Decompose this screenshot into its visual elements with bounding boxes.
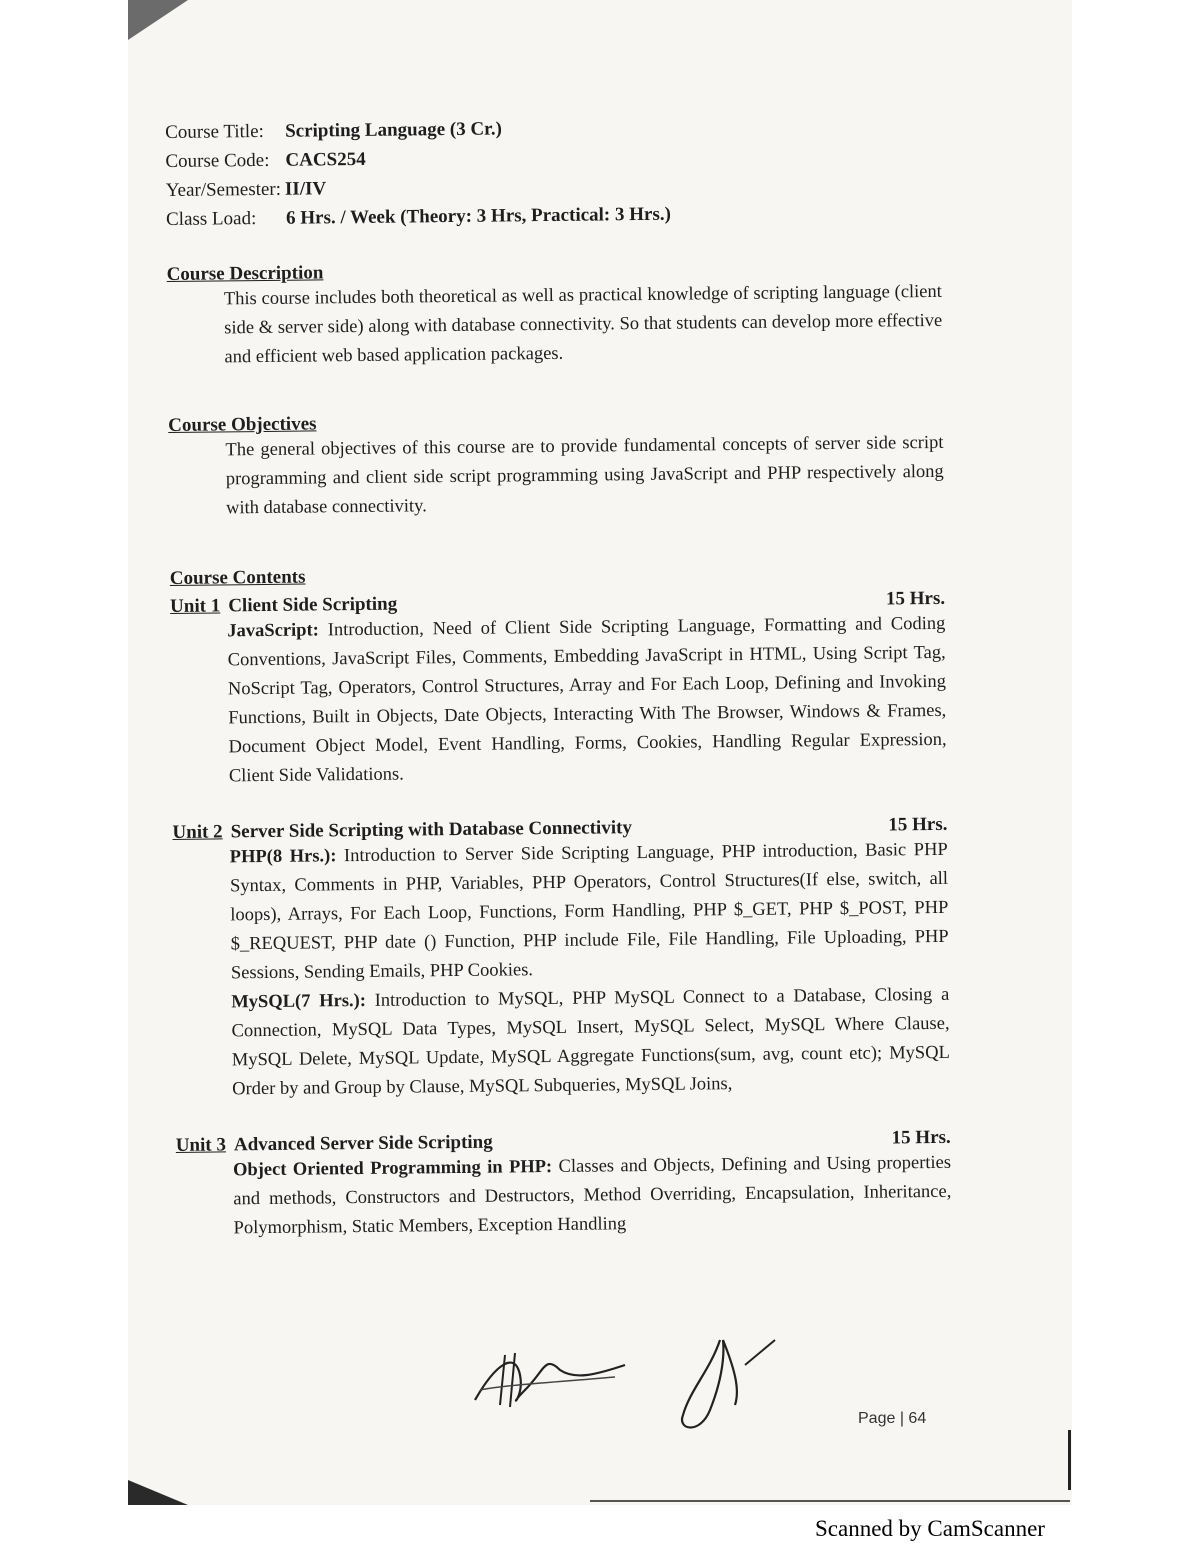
unit-3-label: Unit 3 — [175, 1134, 227, 1156]
course-title-label: Course Title: — [165, 120, 264, 143]
course-code-value: CACS254 — [285, 148, 366, 171]
course-title-value: Scripting Language (3 Cr.) — [285, 118, 503, 142]
unit-1-lead: JavaScript: — [227, 620, 319, 642]
course-description-heading: Course Description — [166, 262, 324, 285]
unit-3-body — [233, 1149, 952, 1244]
signature-left — [465, 1335, 635, 1415]
unit-1-hours: 15 Hrs. — [885, 587, 946, 610]
document-content — [165, 110, 952, 1244]
unit-3-text: Classes and Objects, Defining and Using properties and methods, Constructors and Destructors, Method Overriding, Encapsulation, Inheritance, Polymorphism, Static Members, Exception Handling — [233, 1152, 952, 1239]
scan-corner-shadow — [128, 0, 188, 40]
unit-2-mysql-body — [231, 981, 950, 1105]
class-load-label: Class Load: — [165, 208, 257, 230]
unit-1-label: Unit 1 — [170, 595, 221, 617]
course-code-label: Course Code: — [165, 149, 270, 172]
unit-2-label: Unit 2 — [172, 821, 223, 843]
scan-corner-shadow-bottom — [128, 1480, 188, 1505]
scan-bottom-edge — [590, 1500, 1070, 1502]
class-load-value: 6 Hrs. / Week (Theory: 3 Hrs, Practical: 3 Hrs.) — [285, 203, 671, 229]
unit-3-hours: 15 Hrs. — [891, 1126, 951, 1149]
page-number: Page | 64 — [858, 1410, 927, 1427]
unit-2-hours: 15 Hrs. — [888, 813, 948, 836]
year-semester-label: Year/Semester: — [165, 178, 282, 201]
unit-2-mysql-lead: MySQL(7 Hrs.): — [231, 990, 367, 1013]
unit-2-php-text: Introduction to Server Side Scripting Language, PHP introduction, Basic PHP Syntax, Comments in PHP, Variables, PHP Operators, Control Structures(If else, switch, all loops), Arrays, For Each Loop, Functions, Form Handling, PHP $_GET, PHP $_POST, PHP $_REQUEST, PHP date () Function, PHP include File, File Handling, File Uploading, PHP Sessions, Sending Emails, PHP Cookies. — [229, 839, 949, 984]
signature-right — [665, 1330, 795, 1440]
year-semester-value: II/IV — [284, 178, 327, 200]
unit-1-body — [227, 610, 947, 792]
unit-1-text: Introduction, Need of Client Side Scripting Language, Formatting and Coding Conventions, JavaScript Files, Comments, Embedding JavaScript in HTML, Using Script Tag, NoScript Tag, Operators, Control Structures, Array and For Each Loop, Defining and Invoking Functions, Built in Objects, Date Objects, Interacting With The Browser, Windows & Frames, Document Object Model, Event Handling, Forms, Cookies, Handling Regular Expression, Client Side Validations. — [227, 613, 947, 787]
unit-2-mysql-text: Introduction to MySQL, PHP MySQL Connect to a Database, Closing a Connection, MySQL Data Types, MySQL Insert, MySQL Select, MySQL Where Clause, MySQL Delete, MySQL Update, MySQL Aggregate Functions(sum, avg, count etc); MySQL Order by and Group by Clause, MySQL Subqueries, MySQL Joins, — [231, 984, 950, 1100]
unit-3-lead: Object Oriented Programming in PHP: — [232, 1157, 553, 1181]
unit-2-title: Server Side Scripting with Database Connectivity — [230, 817, 633, 843]
course-objectives-text: The general objectives of this course are to provide fundamental concepts of server side script programming and client side script programming using JavaScript and PHP respectively along with database connectivity. — [225, 432, 944, 519]
unit-2-php-lead: PHP(8 Hrs.): — [229, 846, 337, 868]
scanner-watermark: Scanned by CamScanner — [815, 1516, 1045, 1541]
unit-2-php-body — [230, 836, 949, 989]
course-description-text: This course includes both theoretical as well as practical knowledge of scripting language (client side & server side) along with database connectivity. So that students can develop more effective and efficient web based application packages. — [223, 281, 943, 368]
course-contents-heading: Course Contents — [169, 566, 306, 589]
unit-1-title: Client Side Scripting — [228, 593, 398, 617]
unit-3-title: Advanced Server Side Scripting — [233, 1131, 493, 1156]
course-objectives-heading: Course Objectives — [168, 413, 317, 436]
scan-edge-mark — [1068, 1430, 1071, 1490]
